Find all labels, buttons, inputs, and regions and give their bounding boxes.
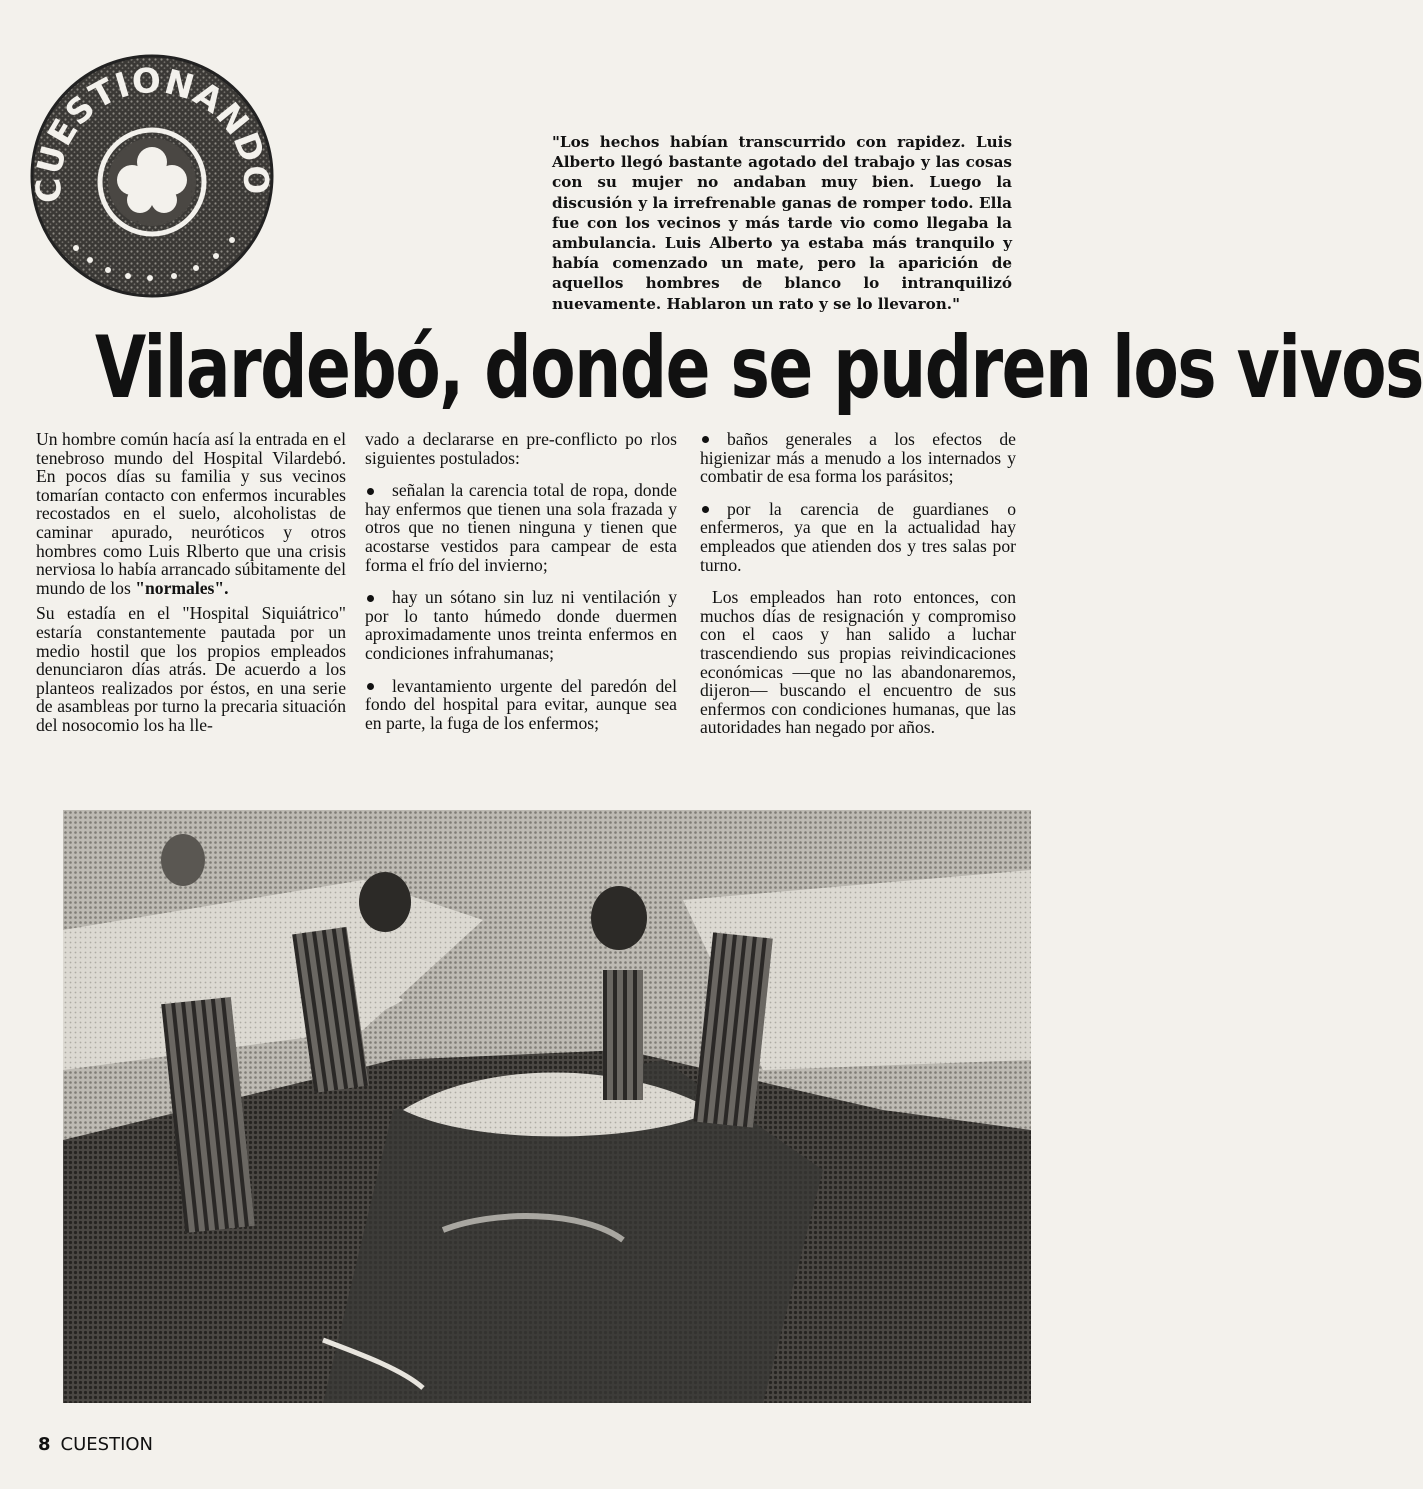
bullet-text: por la carencia de guardianes o enfermeros, ya que en la actualidad hay empleados que atienden dos y tres salas por turno. bbox=[700, 498, 1016, 575]
paragraph-text: Un hombre común hacía así la entrada en el tenebroso mundo del Hospital Vilardebó. En pocos días su familia y sus vecinos tomarían contacto con enfermos incurables recostados en el suelo, alcoholistas de caminar apurado, neuróticos y otros hombres como Luis Rlberto que una crisis nerviosa lo había arrancado súbitamente del mundo de los bbox=[36, 429, 346, 598]
publication-name: CUESTION bbox=[60, 1434, 154, 1455]
bullet-item bbox=[365, 677, 677, 733]
bullet-text: levantamiento urgente del paredón del fondo del hospital para evitar, aunque sea en parte, la fuga de los enfermos; bbox=[365, 675, 677, 733]
intro-quote: "Los hechos habían transcurrido con rapidez. Luis Alberto llegó bastante agotado del trabajo y las cosas con su mujer no andaban muy bien. Luego la discusión y la irrefrenable ganas de romper todo. Ella fue con los vecinos y más tarde vio como llegaba la ambulancia. Luis Alberto ya estaba más tranquilo y había comenzado un mate, pero la aparición de aquellos hombres de blanco lo intranquilizó nuevamente. Hablaron un rato y se lo llevaron." bbox=[552, 133, 1012, 313]
bullet-text: señalan la carencia total de ropa, donde hay enfermos que tienen una sola frazada y otros que no tienen ninguna y tienen que acostarse vestidos para campear de esta forma el frío del invierno; bbox=[365, 480, 677, 575]
paragraph: vado a declararse en pre-conflicto po rlos siguientes postulados: bbox=[365, 429, 677, 468]
bullet-item bbox=[365, 588, 677, 662]
bullet-item bbox=[365, 481, 677, 574]
bullet-item bbox=[700, 500, 1016, 574]
article-column-3 bbox=[700, 430, 1016, 744]
bullet-dot-icon bbox=[367, 488, 374, 495]
hospital-ward-photo bbox=[63, 810, 1031, 1403]
bullet-dot-icon bbox=[702, 436, 709, 443]
bullet-dot-icon bbox=[702, 506, 709, 513]
seal-text: CUESTIONANDO bbox=[28, 60, 276, 204]
paragraph bbox=[36, 430, 346, 597]
bullet-dot-icon bbox=[367, 683, 374, 690]
article-column-2 bbox=[365, 430, 677, 739]
page-number: 8 bbox=[38, 1434, 51, 1455]
bullet-item bbox=[700, 430, 1016, 486]
bullet-dot-icon bbox=[367, 595, 374, 602]
paragraph: Los empleados han roto entonces, con muchos días de resignación y compromiso con el caos y han salido a luchar trascendiendo sus propias reivindicaciones económicas —que no las abandonaremos, dijeron— buscando el encuentro de sus enfermos con condiciones humanas, que las autoridades han negado por años. bbox=[700, 587, 1016, 738]
cuestionando-seal-logo bbox=[28, 52, 276, 300]
bullet-text: baños generales a los efectos de higienizar más a menudo a los internados y combatir de esa forma los parásitos; bbox=[700, 429, 1016, 487]
article-column-1 bbox=[36, 430, 346, 742]
paragraph-bold-text: "normales". bbox=[135, 577, 229, 598]
headline: Vilardebó, donde se pudren los vivos bbox=[95, 318, 1423, 418]
paragraph: Su estadía en el "Hospital Siquiátrico" estaría constantemente pautada por un medio hostil que los propios empleados denunciaron días atrás. De acuerdo a los planteos realizados por éstos, en una serie de asambleas por turno la precaria situación del nosocomio los ha lle- bbox=[36, 603, 346, 735]
page-footer bbox=[38, 1433, 153, 1457]
bullet-text: hay un sótano sin luz ni ventilación y por lo tanto húmedo donde duermen aproximadamente unos treinta enfermos en condiciones infrahumanas; bbox=[365, 587, 677, 663]
